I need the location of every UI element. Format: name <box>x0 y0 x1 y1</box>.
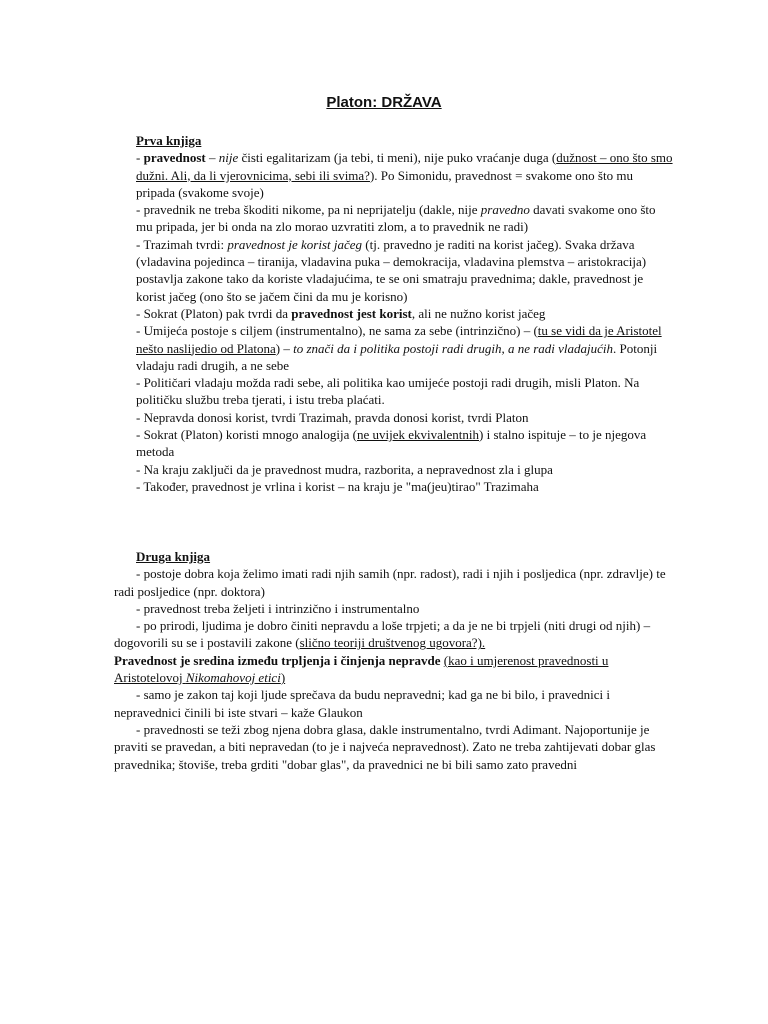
underlined-note: tu se vidi da je Aristotel nešto naslijedio od Platona <box>136 323 662 356</box>
italic-term: to znači da i politika postoji radi drugih, a ne radi vladajućih <box>293 340 614 356</box>
paragraph-1 <box>136 149 674 201</box>
text-run: - Trazimah tvrdi: <box>136 236 228 252</box>
text-run: davati svakome ono što mu pripada, jer bi onda na zlo morao uzvratiti zlom, a to pravednik ne radi) <box>136 202 656 235</box>
paragraph-2 <box>136 201 674 236</box>
text-run: čisti egalitarizam (ja tebi, ti meni), nije puko vraćanje duga ( <box>238 150 557 166</box>
text-run: - Umijeća postoje s ciljem (instrumentalno), ne sama za sebe (intrinzično) – ( <box>136 323 538 339</box>
text-run: ) i stalno ispituje – to je njegova metoda <box>136 427 647 460</box>
paragraph-10: - Također, pravednost je vrlina i korist – na kraju je "ma(jeu)tirao" Trazimaha <box>136 478 539 494</box>
text-run: - postoje dobra koja želimo imati radi njih samih (npr. radost), radi i njih i posljedica (npr. zdravlje) te radi posljedice (npr. doktora) <box>114 566 666 599</box>
paragraph-6 <box>114 721 674 773</box>
section-book-2 <box>114 548 674 773</box>
paragraph-1 <box>114 565 674 600</box>
underlined-note: slično teoriji društvenog ugovora?). <box>299 635 486 651</box>
paragraph-9: - Na kraju zaključi da je pravednost mudra, razborita, a nepravednost zla i glupa <box>136 461 553 477</box>
paragraph-4 <box>114 652 674 687</box>
page-title: Platon: DRŽAVA <box>326 94 442 111</box>
section-book-1 <box>114 132 674 495</box>
bold-term: pravednost <box>143 150 206 166</box>
underlined-note: dužnost – ono što smo dužni. Ali, da li vjerovnicima, sebi ili svima? <box>136 150 673 183</box>
text-run: - Sokrat (Platon) koristi mnogo analogija ( <box>136 427 357 443</box>
paragraph-2 <box>114 600 674 617</box>
paragraph-3 <box>114 617 674 652</box>
underlined-note: ne uvijek ekvivalentnih <box>356 427 479 443</box>
text-run: ) – <box>275 340 294 356</box>
text-run: , ali ne nužno korist jačeg <box>411 305 546 321</box>
paragraph-5 <box>114 686 674 721</box>
section-heading-book-1: Prva knjiga <box>136 133 202 148</box>
text-run: ) <box>280 670 286 686</box>
text-run: . Potonji vladaju radi drugih, a ne sebe <box>136 340 658 373</box>
text-run: - pravednosti se teži zbog njena dobra glasa, dakle instrumentalno, tvrdi Adimant. Najoportunije je praviti se pravedan, a biti nepravedan (to je i najveća nepravednost). Zato ne treba zahtijevati dobar glas pravednika; štoviše, treba grditi "dobar glas", da pravednici ne bi bili samo zato pravedni <box>114 721 656 772</box>
italic-term: pravedno <box>480 202 530 218</box>
text-run: (tj. pravedno je raditi na korist jačeg). Svaka država (vladavina pojedinca – tiranija, vladavina puka – demokracija, vladavina plemstva – aristokracija) postavlja zakone tako da koriste vladajućima, te se oni smatraju pravednima; dakle, pravednost je korist jačeg (ono što se jačem čini da mu je korisno) <box>136 236 647 304</box>
text-run: - po prirodi, ljudima je dobro činiti nepravdu a loše trpjeti; a da je ne bi trpjeli (niti drugi od njih) – dogovorili su se i postavili zakone ( <box>114 618 651 651</box>
text-run: - pravednik ne treba škoditi nikome, pa ni neprijatelju (dakle, nije <box>136 202 481 218</box>
italic-term: pravednost je korist jačeg <box>227 236 363 252</box>
text-run: – <box>205 150 219 166</box>
section-heading-book-2: Druga knjiga <box>136 549 211 564</box>
bold-thesis: Pravednost je sredina između trpljenja i činjenja nepravde <box>114 652 441 668</box>
text-run: - samo je zakon taj koji ljude sprečava da budu nepravedni; kad ga ne bi bilo, i pravednici i nepravednici činili bi iste stvari – kaže Glaukon <box>114 687 610 720</box>
paragraph-7: - Nepravda donosi korist, tvrdi Trazimah, pravda donosi korist, tvrdi Platon <box>136 409 529 425</box>
text-run: (kao i umjerenost pravednosti u Aristotelovoj <box>114 652 609 686</box>
paragraph-6: - Političari vladaju možda radi sebe, ali politika kao umijeće postoji radi drugih, misli Platon. Na političku službu treba tjerati, i istu treba plaćati. <box>136 375 640 408</box>
paragraph-3 <box>136 236 674 305</box>
paragraph-8 <box>136 426 674 461</box>
italic-term: nije <box>218 150 239 166</box>
text-run: ). Po Simonidu, pravednost = svakome ono što mu pripada (svakome svoje) <box>136 167 633 200</box>
text-run: - Sokrat (Platon) pak tvrdi da <box>136 305 292 321</box>
text-run: - pravednost treba željeti i intrinzično i instrumentalno <box>136 600 420 616</box>
bold-term: pravednost jest korist <box>291 305 412 321</box>
text-run: - <box>136 150 144 166</box>
paragraph-5 <box>136 322 674 374</box>
paragraph-4 <box>136 305 674 322</box>
italic-title: Nikomahovoj etici <box>185 670 281 686</box>
